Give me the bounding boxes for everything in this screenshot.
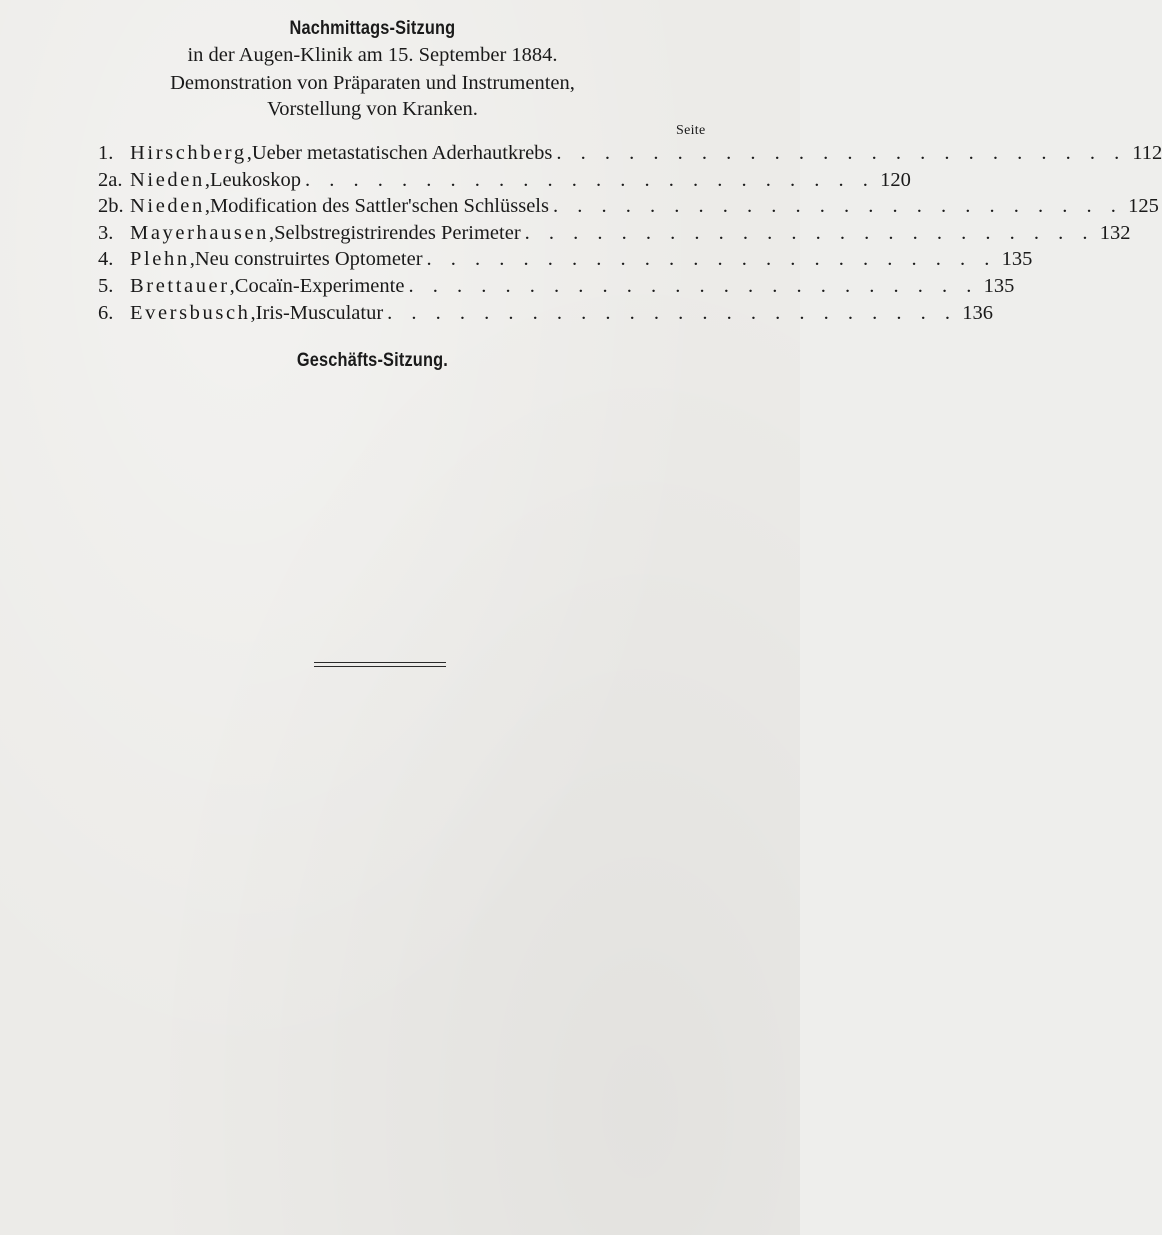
section-divider-rule: [314, 662, 446, 667]
toc-entry: [98, 142, 1162, 169]
toc-entry-author: Hirschberg: [130, 142, 247, 164]
toc-entry-author: Nieden: [130, 168, 205, 191]
subheading-line-3: Vorstellung von Kranken.: [267, 98, 478, 120]
toc-entry-page: 132: [1099, 221, 1131, 244]
divider-line-thick: [314, 666, 446, 668]
toc-entry-author: Eversbusch: [130, 301, 251, 324]
toc-entry-page: 135: [983, 274, 1015, 297]
subheading-line-1: in der Augen-Klinik am 15. September 1884.: [187, 44, 558, 66]
toc-entry-author: Mayerhausen: [130, 221, 270, 244]
toc-entry-number: 3.: [98, 221, 114, 244]
toc-entry-number: 6.: [98, 301, 114, 324]
toc-entry-number: 4.: [98, 248, 114, 271]
toc-entry-number: 1.: [98, 142, 114, 164]
toc-entry-page: 135: [1001, 248, 1033, 271]
toc-entry-separator: ,: [204, 168, 210, 191]
toc-entry-title: Leukoskop: [209, 168, 302, 191]
toc-entry: [98, 274, 1015, 302]
subheading-line-2: Demonstration von Präparaten und Instrumenten,: [170, 72, 575, 94]
toc-entry-separator: ,: [204, 195, 210, 218]
toc-entry-page: 125: [1128, 195, 1159, 218]
toc-entry-page: 120: [880, 168, 911, 191]
leader-dots: . . . . . . . . . . . . . . . . . . . . . . . .: [305, 168, 875, 191]
toc-entry-separator: ,: [250, 301, 256, 324]
toc-entry-separator: ,: [269, 221, 275, 244]
toc-entry: [98, 248, 1033, 275]
toc-entry: [98, 168, 911, 196]
toc-entry-number: 2a.: [98, 168, 123, 191]
toc-entry-title: Cocaïn-Experimente: [234, 274, 405, 297]
table-of-contents: [98, 142, 1162, 328]
leader-dots: . . . . . . . . . . . . . . . . . . . . . . . .: [524, 221, 1095, 244]
toc-entry-title: Modification des Sattler'schen Schlüssels: [209, 195, 549, 218]
toc-entry: [98, 221, 1131, 249]
toc-entry-title: Selbstregistrirendes Perimeter: [274, 221, 521, 244]
toc-entry-title: Neu construirtes Optometer: [194, 248, 423, 271]
toc-entry-page: 112: [1132, 142, 1162, 164]
toc-entry: [98, 301, 994, 329]
toc-entry-title: Ueber metastatischen Aderhautkrebs: [251, 142, 553, 164]
leader-dots: . . . . . . . . . . . . . . . . . . . . . . . .: [408, 274, 979, 297]
toc-entry-number: 2b.: [98, 195, 124, 218]
page-column-label: Seite: [676, 123, 706, 138]
toc-entry-separator: ,: [246, 142, 252, 164]
leader-dots: . . . . . . . . . . . . . . . . . . . . . . . .: [426, 248, 997, 271]
toc-entry-author: Brettauer: [130, 274, 230, 297]
business-session-heading: Geschäfts-Sitzung.: [296, 350, 448, 371]
leader-dots: . . . . . . . . . . . . . . . . . . . . . . . .: [556, 142, 1127, 164]
leader-dots: . . . . . . . . . . . . . . . . . . . . . . . .: [552, 195, 1123, 218]
toc-entry-separator: ,: [229, 274, 235, 297]
toc-entry-separator: ,: [189, 248, 195, 271]
toc-entry-author: Nieden: [130, 195, 205, 218]
toc-entry-number: 5.: [98, 274, 114, 297]
divider-line-thin: [314, 662, 446, 663]
session-heading: Nachmittags-Sitzung: [289, 18, 456, 39]
toc-entry-author: Plehn: [130, 248, 190, 271]
toc-entry-page: 136: [962, 301, 994, 324]
toc-entry: [98, 195, 1159, 222]
leader-dots: . . . . . . . . . . . . . . . . . . . . . . . .: [387, 301, 958, 324]
toc-entry-title: Iris-Musculatur: [255, 301, 384, 324]
